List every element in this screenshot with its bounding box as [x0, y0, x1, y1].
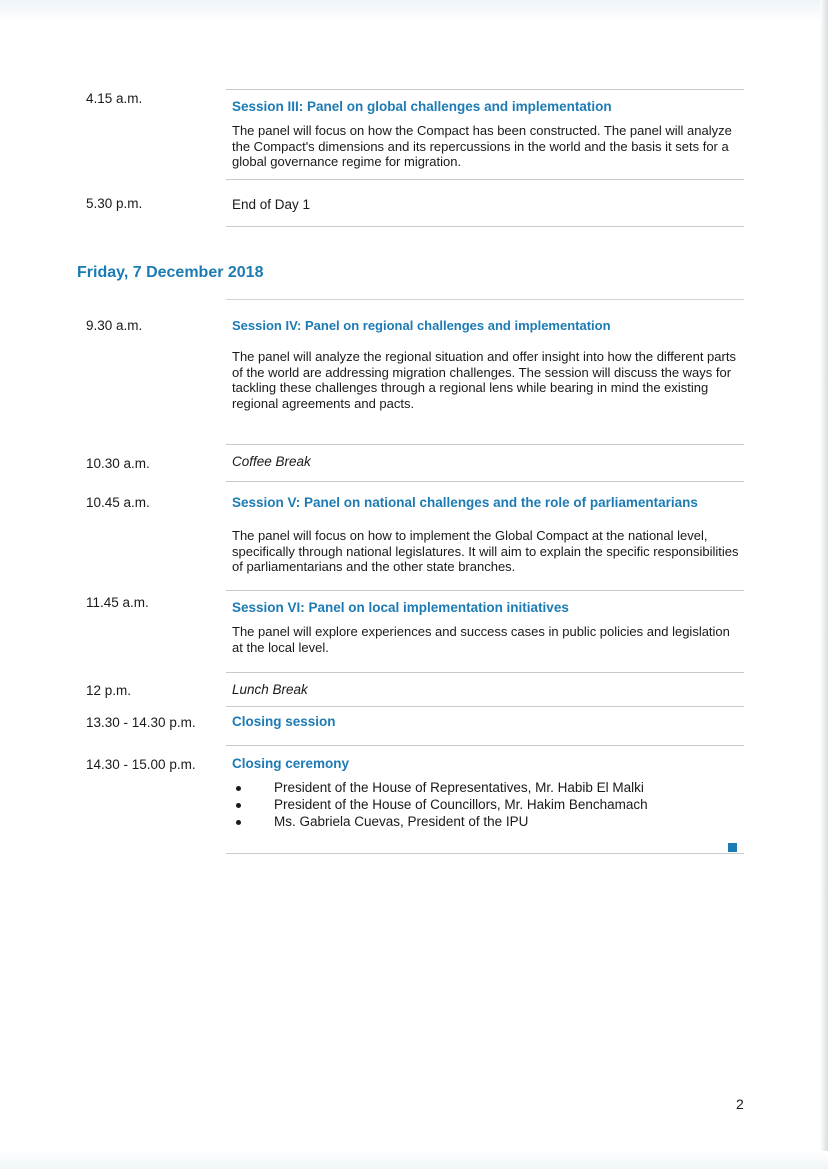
divider: [226, 672, 744, 673]
session-title: Session V: Panel on national challenges and the role of parliamentarians: [232, 495, 698, 510]
divider: [226, 299, 744, 300]
scan-edge-right: [820, 0, 828, 1169]
session-time: 14.30 - 15.00 p.m.: [86, 757, 196, 772]
bullet-icon: [236, 803, 241, 808]
end-marker-icon: [728, 843, 737, 852]
speaker-name: President of the House of Representatives, Mr. Habib El Malki: [274, 780, 644, 795]
lunch-break-label: Lunch Break: [232, 682, 308, 697]
session-time: 11.45 a.m.: [86, 595, 149, 610]
session-title: Session VI: Panel on local implementation initiatives: [232, 600, 569, 615]
session-title: Closing ceremony: [232, 756, 350, 771]
divider: [226, 590, 744, 591]
speaker-list: [232, 779, 648, 830]
day-heading: Friday, 7 December 2018: [77, 264, 264, 281]
session-description: The panel will explore experiences and success cases in public policies and legislation at the local level.: [232, 624, 730, 655]
divider: [226, 853, 744, 854]
page-number: 2: [736, 1096, 744, 1112]
session-time: 10.30 a.m.: [86, 456, 150, 471]
session-time: 5.30 p.m.: [86, 196, 143, 211]
session-time: 4.15 a.m.: [86, 91, 143, 106]
session-time: 9.30 a.m.: [86, 318, 143, 333]
list-item: [232, 779, 648, 796]
session-time: 13.30 - 14.30 p.m.: [86, 715, 196, 730]
divider: [226, 179, 744, 180]
session-title: Session IV: Panel on regional challenges and implementation: [232, 318, 611, 333]
coffee-break-label: Coffee Break: [232, 454, 311, 469]
list-item: [232, 796, 648, 813]
scan-edge-top: [0, 0, 828, 22]
speaker-name: Ms. Gabriela Cuevas, President of the IPU: [274, 814, 529, 829]
bullet-icon: [236, 786, 241, 791]
session-title: Closing session: [232, 714, 336, 729]
divider: [226, 89, 744, 90]
divider: [226, 444, 744, 445]
divider: [226, 706, 744, 707]
divider: [226, 481, 744, 482]
session-description: The panel will focus on how to implement the Global Compact at the national level, specifically through national legislatures. It will aim to explain the specific responsibilities of parliamentarians and the other state branches.: [232, 528, 739, 574]
bullet-icon: [236, 820, 241, 825]
session-time: 10.45 a.m.: [86, 495, 150, 510]
list-item: [232, 813, 648, 830]
session-description: The panel will focus on how the Compact has been constructed. The panel will analyze the Compact's dimensions and its repercussions in the world and the basis it sets for a global governance regime for migration.: [232, 123, 732, 169]
divider: [226, 226, 744, 227]
session-description: The panel will analyze the regional situation and offer insight into how the different parts of the world are addressing migration challenges. The session will discuss the ways for tackling these challenges through a regional lens while bearing in mind the existing regional agreements and pacts.: [232, 349, 736, 411]
end-of-day-label: End of Day 1: [232, 197, 311, 212]
divider: [226, 745, 744, 746]
session-title: Session III: Panel on global challenges and implementation: [232, 99, 612, 114]
session-time: 12 p.m.: [86, 683, 132, 698]
speaker-name: President of the House of Councillors, Mr. Hakim Benchamach: [274, 797, 648, 812]
scan-edge-bottom: [0, 1151, 828, 1169]
